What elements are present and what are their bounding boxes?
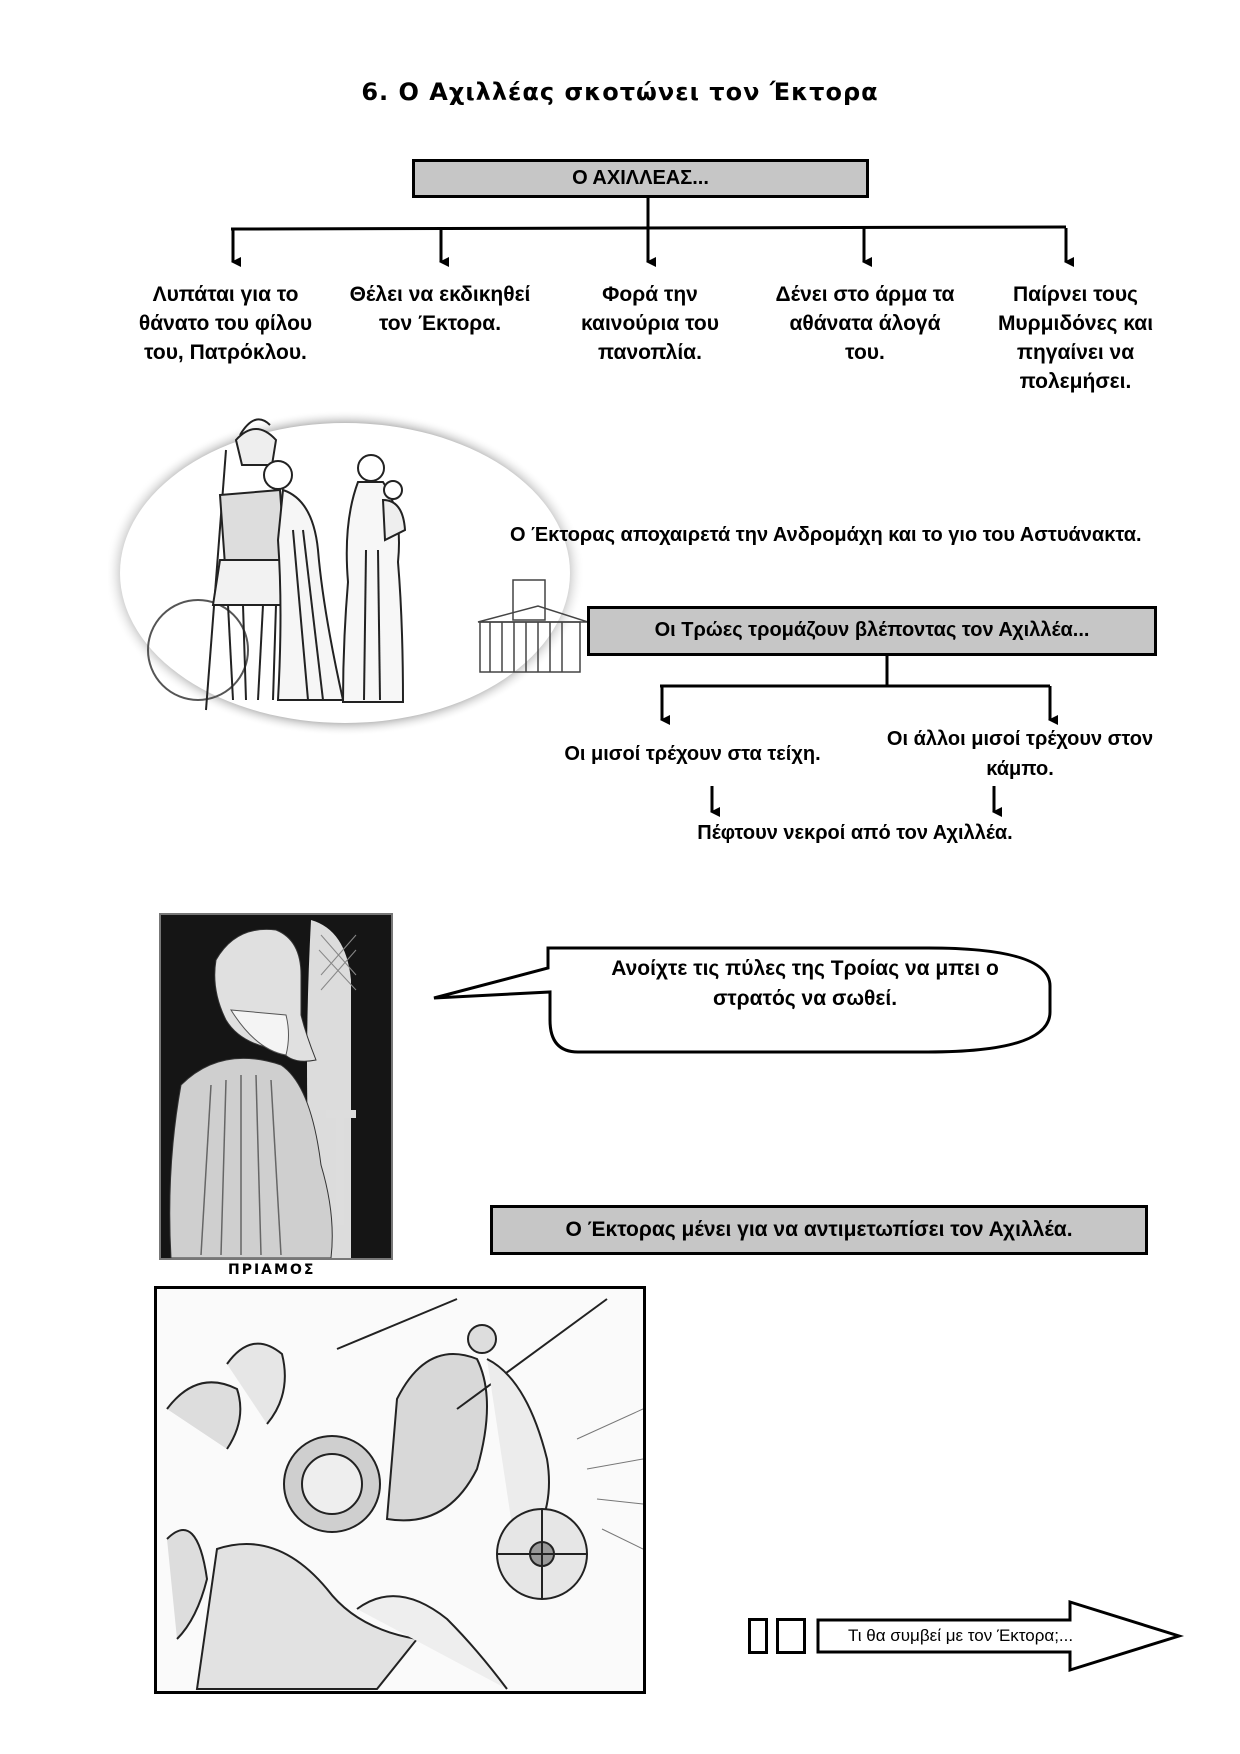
- achilles-item-2: Θέλει να εκδικηθεί τον Έκτορα.: [349, 283, 531, 335]
- hector-stays-box: Ο Έκτορας μένει για να αντιμετωπίσει τον Αχιλλέα.: [490, 1205, 1148, 1255]
- page-title: 6. Ο Αχιλλέας σκοτώνει τον Έκτορα: [361, 78, 879, 106]
- next-square-button[interactable]: [776, 1618, 806, 1654]
- next-arrow-label[interactable]: Τι θα συμβεί με τον Έκτορα;...: [848, 1626, 1074, 1645]
- achilles-battle-illustration: [154, 1286, 646, 1694]
- hector-farewell-text: Ο Έκτορας αποχαιρετά την Ανδρομάχη και το γιο του Αστυάνακτα.: [510, 524, 1142, 546]
- priam-speech-text: Ανοίχτε τις πύλες της Τροίας να μπει ο στρατός να σωθεί.: [611, 957, 999, 1010]
- achilles-box: Ο ΑΧΙΛΛΕΑΣ...: [412, 159, 869, 198]
- achilles-item-1: Λυπάται για το θάνατο του φίλου του, Πατρόκλου.: [138, 283, 313, 364]
- half-walls-text: Οι μισοί τρέχουν στα τείχη.: [564, 743, 821, 765]
- achilles-item-3: Φορά την καινούρια του πανοπλία.: [581, 283, 719, 364]
- achilles-item-4: Δένει στο άρμα τα αθάνατα άλογά του.: [775, 283, 955, 364]
- half-plain-text: Οι άλλοι μισοί τρέχουν στον κάμπο.: [886, 728, 1154, 780]
- fall-dead-text: Πέφτουν νεκροί από τον Αχιλλέα.: [697, 822, 1013, 844]
- priam-illustration: [159, 913, 393, 1260]
- achilles-item-5: Παίρνει τους Μυρμιδόνες και πηγαίνει να πολεμήσει.: [997, 283, 1154, 393]
- hector-farewell-illustration: [108, 410, 588, 735]
- priam-caption: ΠΡΙΑΜΟΣ: [228, 1262, 316, 1278]
- prev-square-button[interactable]: [748, 1618, 768, 1654]
- trojans-box: Οι Τρώες τρομάζουν βλέποντας τον Αχιλλέα...: [587, 606, 1157, 656]
